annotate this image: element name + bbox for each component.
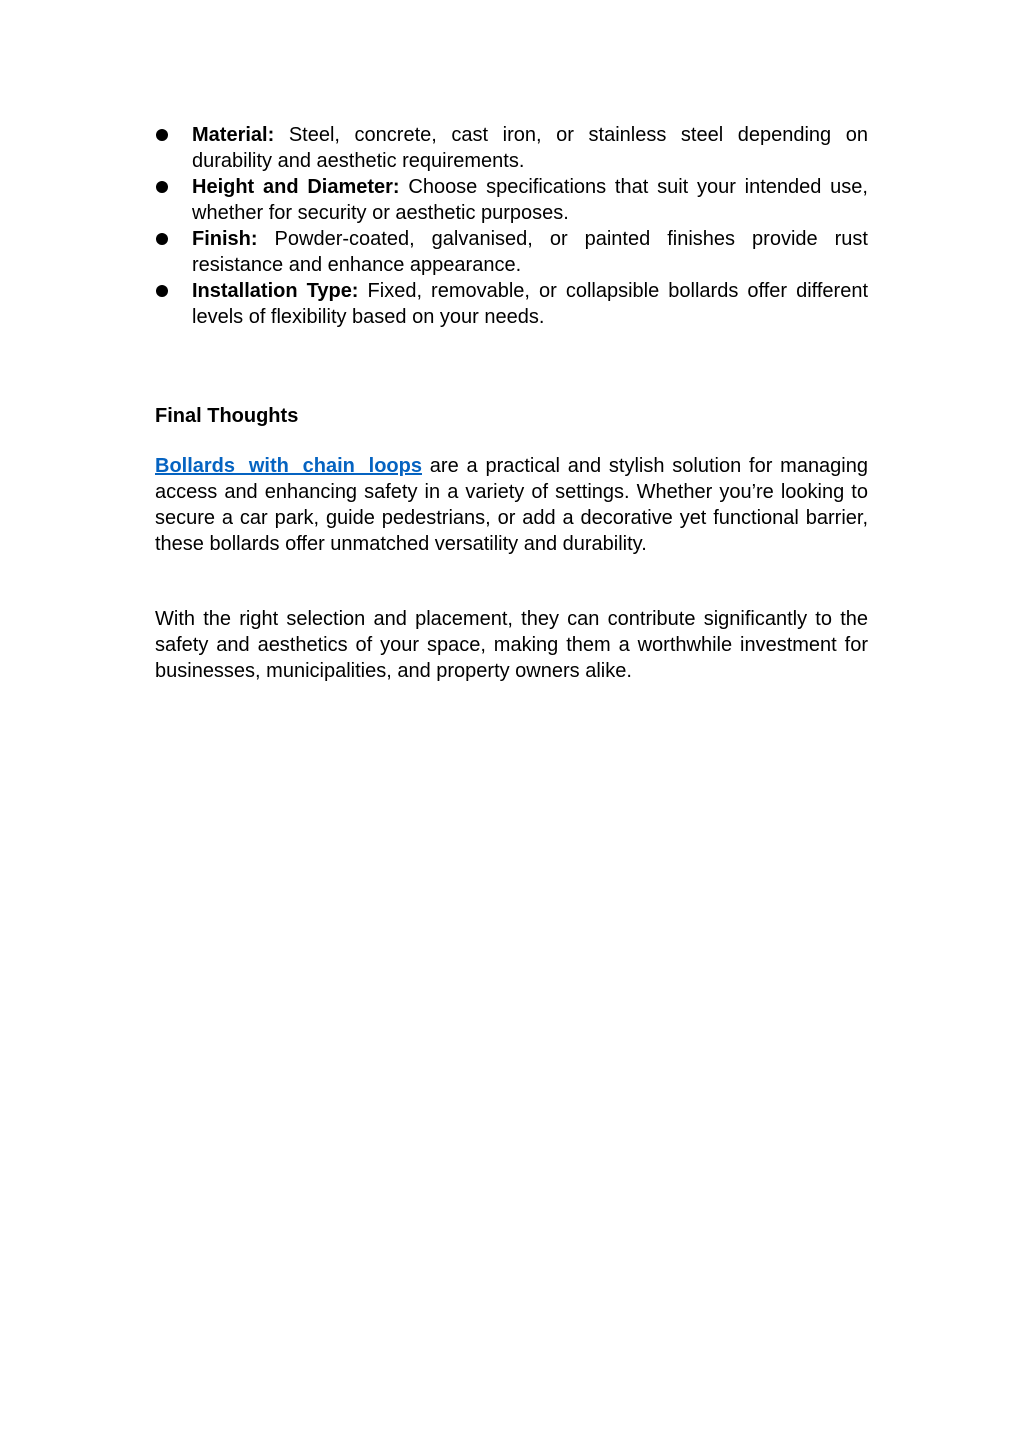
bullet-icon bbox=[156, 181, 168, 193]
bullet-term: Finish: bbox=[192, 228, 258, 250]
section-heading: Final Thoughts bbox=[155, 405, 299, 427]
bullet-text: Fixed, removable, or collapsible bollards offer different levels of flexibility based on your needs. bbox=[192, 280, 868, 328]
closing-paragraph: With the right selection and placement, they can contribute significantly to the safety and aesthetics of your space, making them a worthwhile investment for businesses, municipalities, and property owners alike. bbox=[155, 608, 868, 682]
bullet-icon bbox=[156, 285, 168, 297]
specification-list bbox=[155, 122, 868, 330]
bullet-term: Installation Type: bbox=[192, 280, 359, 302]
list-item-installation-type bbox=[155, 278, 868, 330]
list-item-finish bbox=[155, 226, 868, 278]
bullet-text: Powder-coated, galvanised, or painted finishes provide rust resistance and enhance appearance. bbox=[192, 228, 868, 276]
intro-paragraph bbox=[155, 453, 868, 557]
bullet-text: Steel, concrete, cast iron, or stainless steel depending on durability and aesthetic requirements. bbox=[192, 124, 868, 172]
intro-paragraph-text: are a practical and stylish solution for managing access and enhancing safety in a variety of settings. Whether you’re looking to secure a car park, guide pedestrians, or add a decorative yet functional barrier, these bollards offer unmatched versatility and durability. bbox=[155, 455, 868, 555]
bullet-term: Height and Diameter: bbox=[192, 176, 400, 198]
bullet-text: Choose specifications that suit your intended use, whether for security or aesthetic purposes. bbox=[192, 176, 868, 224]
bullet-term: Material: bbox=[192, 124, 275, 146]
bullet-icon bbox=[156, 233, 168, 245]
bullet-icon bbox=[156, 129, 168, 141]
list-item-material bbox=[155, 122, 868, 174]
list-item-height-diameter bbox=[155, 174, 868, 226]
bollards-link[interactable]: Bollards with chain loops bbox=[155, 455, 422, 477]
